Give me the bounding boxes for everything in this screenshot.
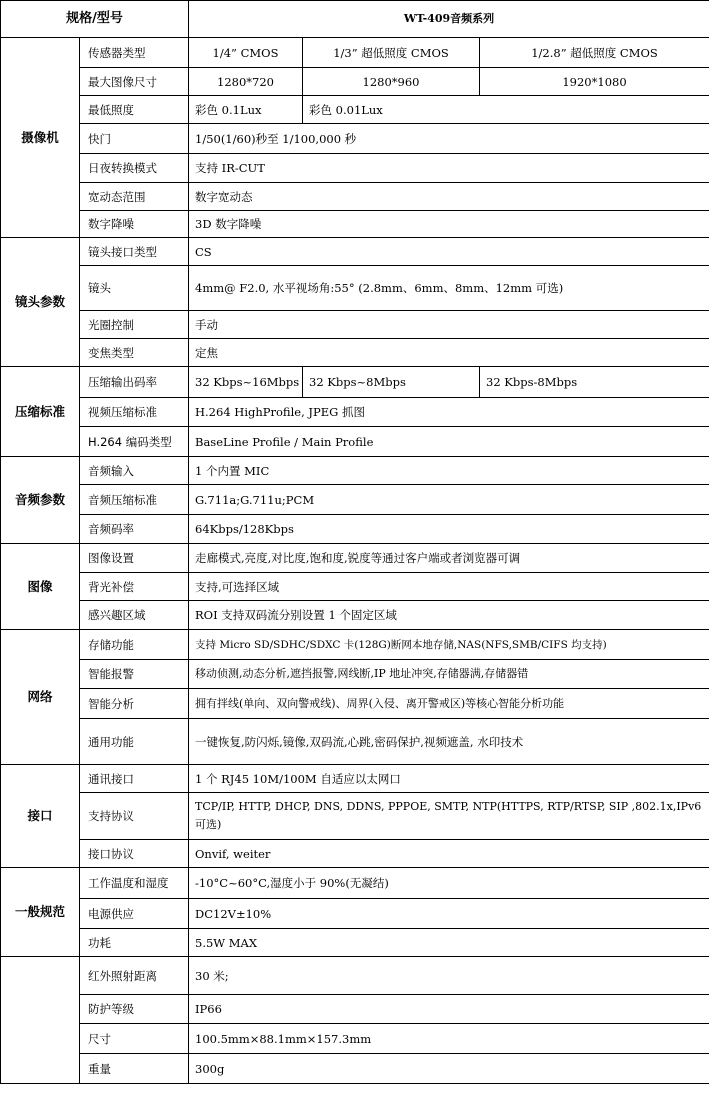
category-image: 图像 bbox=[1, 544, 80, 630]
audio-comp-label: 音频压缩标准 bbox=[80, 485, 189, 515]
table-row bbox=[1, 544, 709, 573]
bitrate-value-1: 32 Kbps~16Mbps bbox=[189, 367, 303, 398]
temp-value: -10°C~60°C,湿度小于 90%(无凝结) bbox=[189, 868, 709, 899]
zoom-value: 定焦 bbox=[189, 339, 709, 367]
table-row bbox=[1, 124, 709, 154]
audio-rate-label: 音频码率 bbox=[80, 515, 189, 544]
table-row bbox=[1, 573, 709, 601]
wdr-label: 宽动态范围 bbox=[80, 183, 189, 211]
zoom-label: 变焦类型 bbox=[80, 339, 189, 367]
bitrate-value-3: 32 Kbps-8Mbps bbox=[480, 367, 709, 398]
table-row bbox=[1, 367, 709, 398]
table-row bbox=[1, 1024, 709, 1054]
category-camera: 摄像机 bbox=[1, 38, 80, 238]
general-func-value: 一键恢复,防闪烁,镜像,双码流,心跳,密码保护,视频遮盖, 水印技术 bbox=[189, 719, 709, 765]
dnr-label: 数字降噪 bbox=[80, 211, 189, 238]
table-row bbox=[1, 995, 709, 1024]
storage-value: 支持 Micro SD/SDHC/SDXC 卡(128G)断网本地存储,NAS(NFS,SMB/CIFS 均支持) bbox=[189, 630, 709, 660]
category-audio: 音频参数 bbox=[1, 457, 80, 544]
analysis-value: 拥有拌线(单向、双向警戒线)、周界(入侵、离开警戒区)等核心智能分析功能 bbox=[189, 689, 709, 719]
audio-input-label: 音频输入 bbox=[80, 457, 189, 485]
power-label: 电源供应 bbox=[80, 899, 189, 929]
maxres-value-3: 1920*1080 bbox=[480, 68, 709, 96]
table-row bbox=[1, 840, 709, 868]
maxres-value-2: 1280*960 bbox=[303, 68, 480, 96]
table-row bbox=[1, 457, 709, 485]
sensor-value-3: 1/2.8” 超低照度 CMOS bbox=[480, 38, 709, 68]
table-row bbox=[1, 427, 709, 457]
sensor-value-1: 1/4” CMOS bbox=[189, 38, 303, 68]
iris-label: 光圈控制 bbox=[80, 311, 189, 339]
table-row bbox=[1, 765, 709, 793]
iris-value: 手动 bbox=[189, 311, 709, 339]
maxres-value-1: 1280*720 bbox=[189, 68, 303, 96]
category-network: 网络 bbox=[1, 630, 80, 765]
alarm-value: 移动侦测,动态分析,遮挡报警,网线断,IP 地址冲突,存储器满,存储器错 bbox=[189, 660, 709, 689]
alarm-label: 智能报警 bbox=[80, 660, 189, 689]
audio-comp-value: G.711a;G.711u;PCM bbox=[189, 485, 709, 515]
category-general: 一般规范 bbox=[1, 868, 80, 957]
video-compression-value: H.264 HighProfile, JPEG 抓图 bbox=[189, 398, 709, 427]
blc-value: 支持,可选择区域 bbox=[189, 573, 709, 601]
mount-value: CS bbox=[189, 238, 709, 266]
table-row bbox=[1, 266, 709, 311]
table-row bbox=[1, 154, 709, 183]
table-row bbox=[1, 689, 709, 719]
model-title: WT-409音频系列 bbox=[189, 1, 709, 38]
table-row bbox=[1, 630, 709, 660]
table-row bbox=[1, 311, 709, 339]
table-row bbox=[1, 211, 709, 238]
table-row bbox=[1, 38, 709, 68]
table-row bbox=[1, 68, 709, 96]
table-row bbox=[1, 899, 709, 929]
table-row bbox=[1, 339, 709, 367]
table-row bbox=[1, 1054, 709, 1084]
category-compression: 压缩标准 bbox=[1, 367, 80, 457]
header-row bbox=[1, 1, 709, 38]
analysis-label: 智能分析 bbox=[80, 689, 189, 719]
consumption-label: 功耗 bbox=[80, 929, 189, 957]
iface-value: Onvif, weiter bbox=[189, 840, 709, 868]
table-row bbox=[1, 238, 709, 266]
category-lens: 镜头参数 bbox=[1, 238, 80, 367]
comm-value: 1 个 RJ45 10M/100M 自适应以太网口 bbox=[189, 765, 709, 793]
table-row bbox=[1, 398, 709, 427]
audio-rate-value: 64Kbps/128Kbps bbox=[189, 515, 709, 544]
table-row bbox=[1, 515, 709, 544]
maxres-label: 最大图像尺寸 bbox=[80, 68, 189, 96]
bitrate-label: 压缩输出码率 bbox=[80, 367, 189, 398]
weight-value: 300g bbox=[189, 1054, 709, 1084]
ir-value: 30 米; bbox=[189, 957, 709, 995]
protocol-value: TCP/IP, HTTP, DHCP, DNS, DDNS, PPPOE, SMTP, NTP(HTTPS, RTP/RTSP, SIP ,802.1x,IPv6 可选) bbox=[189, 793, 709, 840]
table-row bbox=[1, 96, 709, 124]
storage-label: 存储功能 bbox=[80, 630, 189, 660]
iface-label: 接口协议 bbox=[80, 840, 189, 868]
sensor-value-2: 1/3” 超低照度 CMOS bbox=[303, 38, 480, 68]
ip-rating-value: IP66 bbox=[189, 995, 709, 1024]
h264-label: H.264 编码类型 bbox=[80, 427, 189, 457]
general-func-label: 通用功能 bbox=[80, 719, 189, 765]
image-settings-value: 走廊模式,亮度,对比度,饱和度,锐度等通过客户端或者浏览器可调 bbox=[189, 544, 709, 573]
temp-label: 工作温度和湿度 bbox=[80, 868, 189, 899]
power-value: DC12V±10% bbox=[189, 899, 709, 929]
shutter-label: 快门 bbox=[80, 124, 189, 154]
table-row bbox=[1, 183, 709, 211]
table-row bbox=[1, 601, 709, 630]
blc-label: 背光补偿 bbox=[80, 573, 189, 601]
video-compression-label: 视频压缩标准 bbox=[80, 398, 189, 427]
mount-label: 镜头接口类型 bbox=[80, 238, 189, 266]
daynight-label: 日夜转换模式 bbox=[80, 154, 189, 183]
size-label: 尺寸 bbox=[80, 1024, 189, 1054]
weight-label: 重量 bbox=[80, 1054, 189, 1084]
consumption-value: 5.5W MAX bbox=[189, 929, 709, 957]
sensor-label: 传感器类型 bbox=[80, 38, 189, 68]
minlux-value-2: 彩色 0.01Lux bbox=[303, 96, 709, 124]
table-row bbox=[1, 485, 709, 515]
table-row bbox=[1, 868, 709, 899]
spec-model-label: 规格/型号 bbox=[1, 1, 189, 38]
table-row bbox=[1, 719, 709, 765]
h264-value: BaseLine Profile / Main Profile bbox=[189, 427, 709, 457]
shutter-value: 1/50(1/60)秒至 1/100,000 秒 bbox=[189, 124, 709, 154]
dnr-value: 3D 数字降噪 bbox=[189, 211, 709, 238]
size-value: 100.5mm×88.1mm×157.3mm bbox=[189, 1024, 709, 1054]
roi-label: 感兴趣区域 bbox=[80, 601, 189, 630]
bitrate-value-2: 32 Kbps~8Mbps bbox=[303, 367, 480, 398]
ir-label: 红外照射距离 bbox=[80, 957, 189, 995]
audio-input-value: 1 个内置 MIC bbox=[189, 457, 709, 485]
minlux-value-1: 彩色 0.1Lux bbox=[189, 96, 303, 124]
table-row bbox=[1, 793, 709, 840]
image-settings-label: 图像设置 bbox=[80, 544, 189, 573]
roi-value: ROI 支持双码流分别设置 1 个固定区域 bbox=[189, 601, 709, 630]
lens-value: 4mm@ F2.0, 水平视场角:55° (2.8mm、6mm、8mm、12mm 可选) bbox=[189, 266, 709, 311]
minlux-label: 最低照度 bbox=[80, 96, 189, 124]
comm-label: 通讯接口 bbox=[80, 765, 189, 793]
table-row bbox=[1, 929, 709, 957]
lens-label: 镜头 bbox=[80, 266, 189, 311]
table-row bbox=[1, 957, 709, 995]
protocol-label: 支持协议 bbox=[80, 793, 189, 840]
category-interface: 接口 bbox=[1, 765, 80, 868]
ip-rating-label: 防护等级 bbox=[80, 995, 189, 1024]
category-other bbox=[1, 957, 80, 1084]
daynight-value: 支持 IR-CUT bbox=[189, 154, 709, 183]
table-row bbox=[1, 660, 709, 689]
wdr-value: 数字宽动态 bbox=[189, 183, 709, 211]
